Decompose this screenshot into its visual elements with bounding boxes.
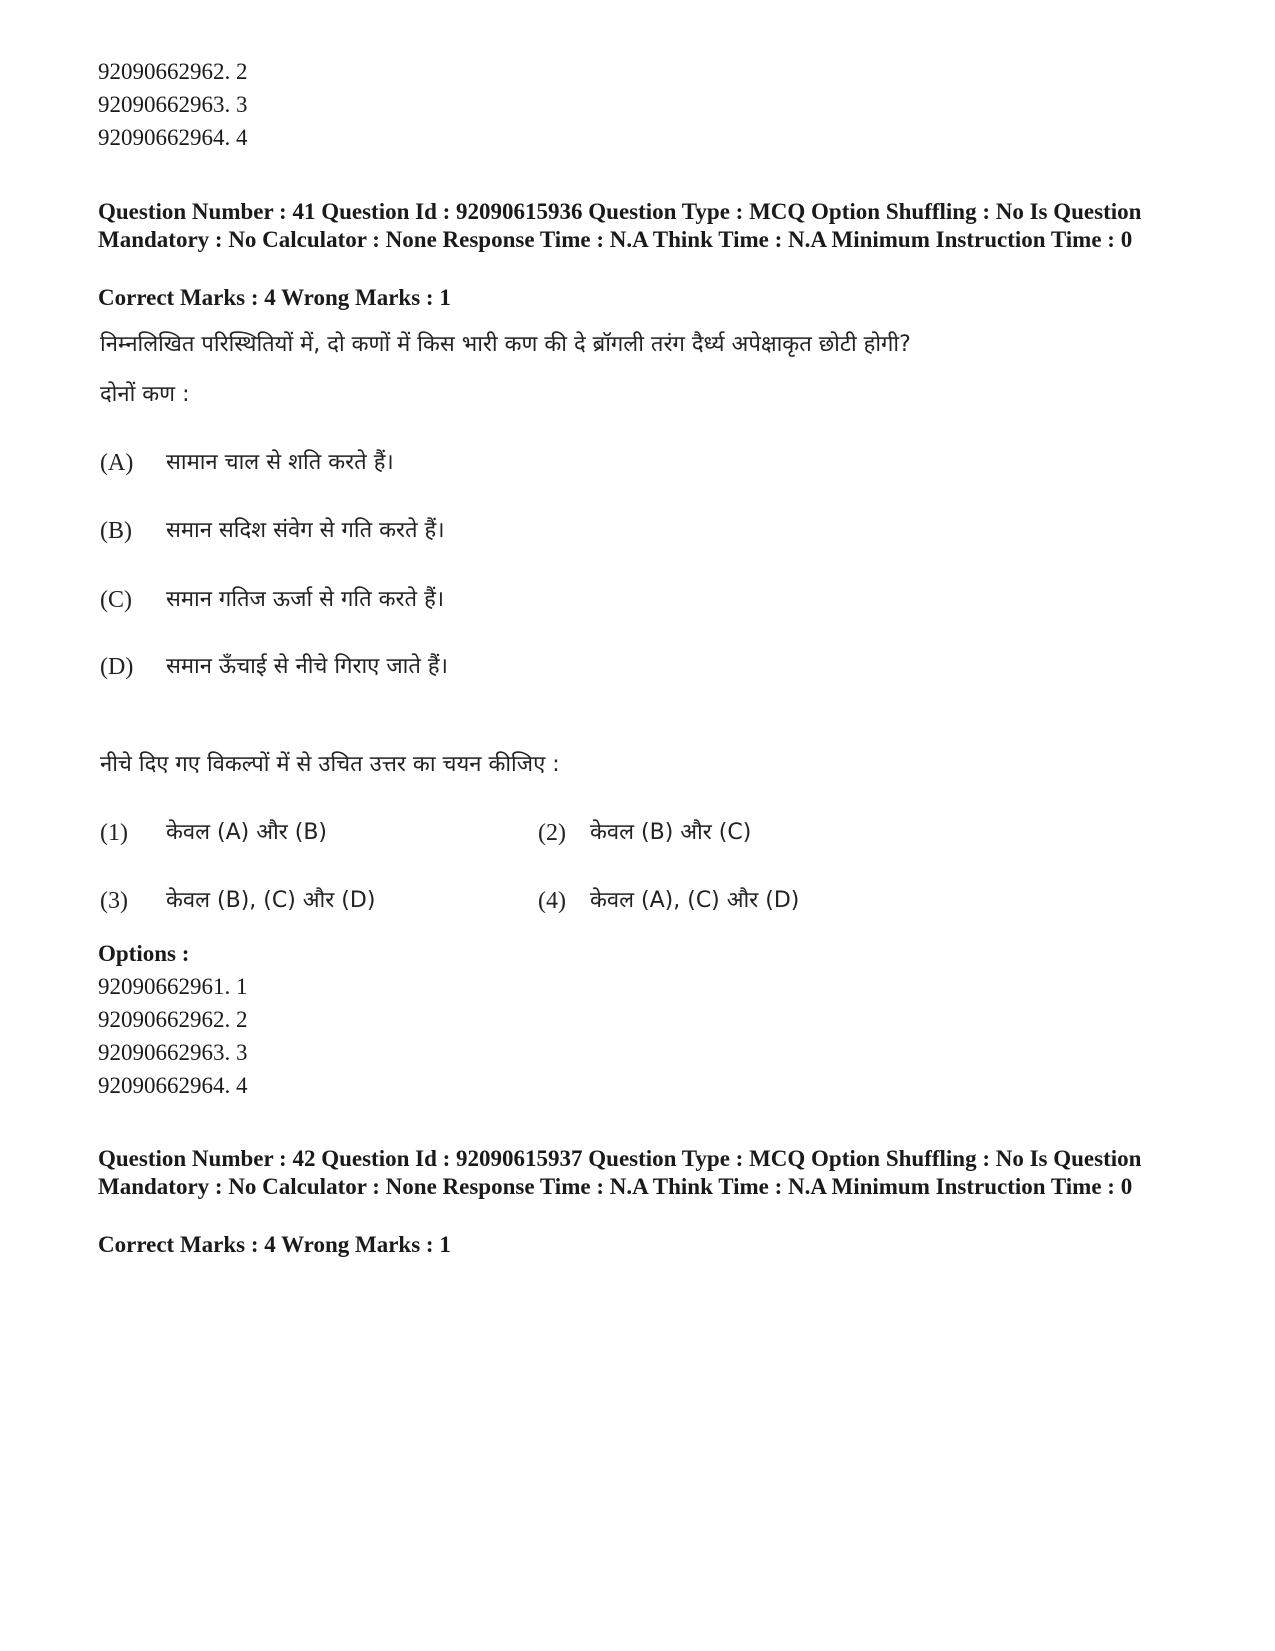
prev-option-4: 92090662964. 4 <box>98 125 248 150</box>
q41-statement-label-c: (C) <box>100 587 132 613</box>
q41-choice-4: केवल (A), (C) और (D) <box>590 888 800 913</box>
q41-stem: दोनों कण : <box>100 382 190 407</box>
q41-option-2: 92090662962. 2 <box>98 1007 248 1032</box>
q41-question-text: निम्नलिखित परिस्थितियों में, दो कणों में किस भारी कण की दे ब्रॉगली तरंग दैर्ध्य अपेक्षाकृत छोटी होगी? <box>100 332 911 357</box>
q41-options-heading: Options : <box>98 941 190 966</box>
q41-option-3: 92090662963. 3 <box>98 1040 248 1065</box>
q41-statement-label-d: (D) <box>100 654 134 680</box>
q41-choice-label-1: (1) <box>100 820 128 846</box>
q41-statement-label-b: (B) <box>100 518 132 544</box>
q41-choice-1: केवल (A) और (B) <box>166 820 328 845</box>
q41-marks: Correct Marks : 4 Wrong Marks : 1 <box>98 285 451 310</box>
q41-choice-label-4: (4) <box>538 888 566 914</box>
q41-statement-d: समान ऊँचाई से नीचे गिराए जाते हैं। <box>166 654 448 679</box>
q41-choice-2: केवल (B) और (C) <box>590 820 752 845</box>
q41-choice-label-2: (2) <box>538 820 566 846</box>
q41-header: Question Number : 41 Question Id : 92090615936 Question Type : MCQ Option Shuffling : No Is Question Mandatory : No Calculator : None Response Time : N.A Think Time : N.A Minimum Instruction Time : 0 <box>98 199 1142 252</box>
q42-header: Question Number : 42 Question Id : 92090615937 Question Type : MCQ Option Shuffling : No Is Question Mandatory : No Calculator : None Response Time : N.A Think Time : N.A Minimum Instruction Time : 0 <box>98 1146 1142 1199</box>
q41-choice-label-3: (3) <box>100 888 128 914</box>
q41-statement-b: समान सदिश संवेग से गति करते हैं। <box>166 518 445 543</box>
q41-choice-3: केवल (B), (C) और (D) <box>166 888 376 913</box>
prev-option-3: 92090662963. 3 <box>98 92 248 117</box>
q41-instruction: नीचे दिए गए विकल्पों में से उचित उत्तर का चयन कीजिए : <box>100 752 560 777</box>
prev-option-2: 92090662962. 2 <box>98 59 248 84</box>
q41-option-4: 92090662964. 4 <box>98 1073 248 1098</box>
q41-statement-label-a: (A) <box>100 450 134 476</box>
q42-marks: Correct Marks : 4 Wrong Marks : 1 <box>98 1232 451 1257</box>
q41-statement-a: सामान चाल से शति करते हैं। <box>166 450 394 475</box>
q41-statement-c: समान गतिज ऊर्जा से गति करते हैं। <box>166 587 445 612</box>
q41-option-1: 92090662961. 1 <box>98 974 248 999</box>
